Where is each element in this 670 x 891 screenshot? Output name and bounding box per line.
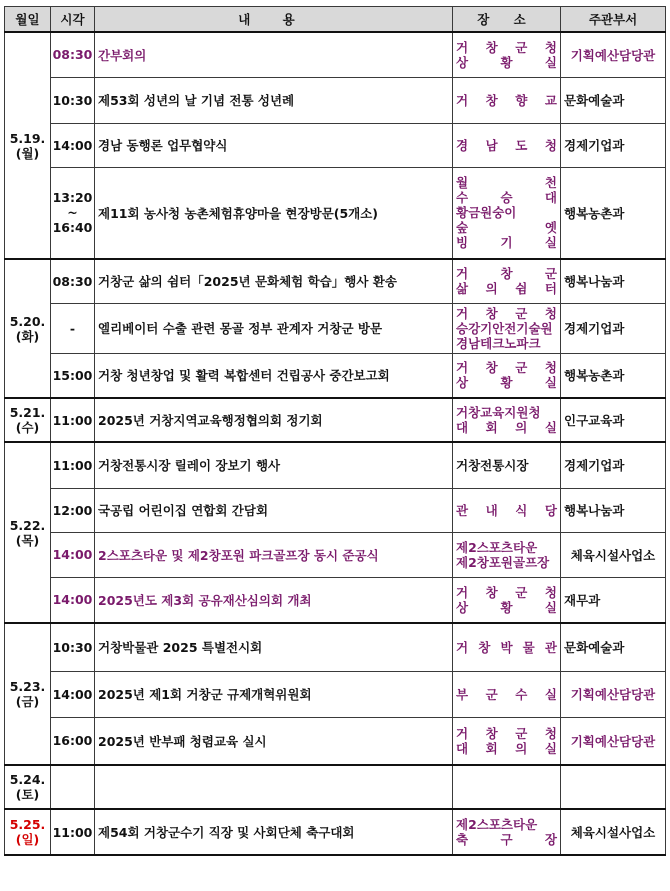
time-line: 16:00: [52, 733, 93, 749]
time-cell: [51, 123, 95, 167]
place-cell: [453, 809, 561, 855]
place-cell: [453, 353, 561, 398]
time-cell: [51, 671, 95, 717]
time-cell: [51, 398, 95, 442]
time-cell: [51, 488, 95, 532]
place-line: 상 황 실: [456, 599, 557, 615]
place-line: 빙 기 실: [456, 235, 557, 251]
place-line: 삶 의 쉼 터: [456, 281, 557, 297]
event-cell: 엘리베이터 수출 관련 몽골 정부 관계자 거창군 방문: [95, 303, 453, 353]
day-label: [5, 809, 51, 855]
day-label: [5, 442, 51, 623]
schedule-row: [5, 123, 666, 167]
day-label-line: 5.23.: [9, 679, 46, 694]
place-cell: [453, 123, 561, 167]
time-cell: [51, 532, 95, 577]
dept-cell: 체육시설사업소: [561, 809, 666, 855]
time-line: 14:00: [52, 686, 93, 702]
schedule-row: [5, 577, 666, 623]
event-cell: 거창 청년창업 및 활력 복합센터 건립공사 중간보고회: [95, 353, 453, 398]
day-label-line: 5.21.: [9, 405, 46, 420]
dept-cell: 체육시설사업소: [561, 532, 666, 577]
place-line: 제2스포츠타운: [456, 817, 538, 832]
day-label-line: (수): [15, 420, 40, 435]
time-line: 08:30: [52, 273, 93, 289]
schedule-row: [5, 765, 666, 809]
header-time: 시각: [51, 7, 95, 33]
place-line: 대 회 의 실: [456, 740, 557, 756]
place-line: 거 창 군 청: [456, 725, 557, 741]
dept-cell: 경제기업과: [561, 123, 666, 167]
place-cell: [453, 442, 561, 488]
dept-cell: 경제기업과: [561, 303, 666, 353]
schedule-row: [5, 32, 666, 77]
place-line: 부 군 수 실: [456, 686, 557, 702]
schedule-row: [5, 353, 666, 398]
event-cell: 2025년도 제3회 공유재산심의회 개최: [95, 577, 453, 623]
time-line: 10:30: [52, 639, 93, 655]
header-row: [5, 7, 666, 33]
place-line: 제2스포츠타운: [456, 539, 538, 555]
time-cell: [51, 442, 95, 488]
day-label-line: 5.20.: [9, 313, 46, 329]
place-line: 상 황 실: [456, 54, 557, 70]
event-cell: 거창군 삶의 쉼터「2025년 문화체험 학습」행사 환송: [95, 259, 453, 303]
time-cell: [51, 353, 95, 398]
dept-cell: 경제기업과: [561, 442, 666, 488]
time-cell: [51, 32, 95, 77]
schedule-row: [5, 532, 666, 577]
time-cell: [51, 717, 95, 765]
event-cell: 제54회 거창군수기 직장 및 사회단체 축구대회: [95, 809, 453, 855]
time-line: ~: [67, 205, 78, 221]
time-line: 14:00: [52, 137, 93, 153]
dept-cell: 행복농촌과: [561, 167, 666, 259]
place-line: 상 황 실: [456, 375, 557, 391]
header-content: 내 용: [95, 7, 453, 33]
place-cell: [453, 259, 561, 303]
time-line: 14:00: [52, 547, 93, 562]
schedule-row: [5, 717, 666, 765]
place-line: 경남테크노파크: [456, 335, 541, 351]
place-line: 거 창 군 청: [456, 39, 557, 55]
empty-cell: [95, 765, 453, 809]
dept-cell: 문화예술과: [561, 77, 666, 123]
event-cell: 국공립 어린이집 연합회 간담회: [95, 488, 453, 532]
schedule-row: [5, 398, 666, 442]
day-label-line: 5.25.: [9, 817, 46, 832]
event-cell: 제11회 농사청 농촌체험휴양마을 현장방문(5개소): [95, 167, 453, 259]
dept-cell: 행복나눔과: [561, 488, 666, 532]
dept-cell: 행복나눔과: [561, 259, 666, 303]
day-label: [5, 765, 51, 809]
place-cell: [453, 398, 561, 442]
dept-cell: 문화예술과: [561, 623, 666, 671]
day-label-line: 5.22.: [9, 517, 46, 533]
schedule-row: [5, 809, 666, 855]
place-line: 황금원숭이: [456, 205, 517, 221]
dept-cell: 재무과: [561, 577, 666, 623]
place-cell: [453, 77, 561, 123]
day-label-line: (월): [15, 145, 40, 161]
schedule-row: [5, 671, 666, 717]
place-cell: [453, 303, 561, 353]
place-line: 거 창 군: [456, 266, 557, 282]
dept-cell: 인구교육과: [561, 398, 666, 442]
schedule-row: [5, 259, 666, 303]
place-line: 월 천: [456, 175, 557, 191]
time-line: 13:20: [52, 190, 93, 206]
time-line: 16:40: [52, 220, 93, 236]
place-cell: [453, 577, 561, 623]
day-label: [5, 398, 51, 442]
time-cell: [51, 167, 95, 259]
day-label: [5, 32, 51, 259]
event-cell: 제53회 성년의 날 기념 전통 성년례: [95, 77, 453, 123]
day-label-line: (일): [15, 832, 40, 847]
place-cell: [453, 167, 561, 259]
day-label: [5, 623, 51, 765]
place-line: 제2창포원골프장: [456, 554, 550, 570]
place-line: 거창교육지원청: [456, 405, 541, 420]
time-line: 14:00: [52, 592, 93, 608]
empty-cell: [51, 765, 95, 809]
place-line: 거 창 향 교: [456, 92, 557, 108]
time-line: -: [69, 320, 76, 336]
time-line: 11:00: [52, 457, 93, 473]
place-line: 거 창 박 물 관: [456, 639, 557, 655]
event-cell: 거창박물관 2025 특별전시회: [95, 623, 453, 671]
dept-cell: 기획예산담당관: [561, 717, 666, 765]
place-line: 대 회 의 실: [456, 420, 557, 435]
event-cell: 간부회의: [95, 32, 453, 77]
empty-cell: [453, 765, 561, 809]
place-line: 거창전통시장: [456, 457, 529, 473]
event-cell: 2스포츠타운 및 제2창포원 파크골프장 동시 준공식: [95, 532, 453, 577]
place-line: 경 남 도 청: [456, 137, 557, 153]
schedule-row: [5, 77, 666, 123]
time-line: 12:00: [52, 502, 93, 518]
place-cell: [453, 488, 561, 532]
header-dept: 주관부서: [561, 7, 666, 33]
place-cell: [453, 623, 561, 671]
time-line: 10:30: [52, 92, 93, 108]
header-place: 장 소: [453, 7, 561, 33]
place-line: 관 내 식 당: [456, 502, 557, 518]
day-label-line: 5.19.: [9, 130, 46, 146]
time-line: 15:00: [52, 367, 93, 383]
day-label-line: (화): [15, 328, 40, 344]
place-cell: [453, 32, 561, 77]
place-line: 거 창 군 청: [456, 584, 557, 600]
empty-cell: [561, 765, 666, 809]
place-line: 수 승 대: [456, 190, 557, 206]
day-label-line: 5.24.: [9, 772, 46, 787]
place-cell: [453, 671, 561, 717]
schedule-row: [5, 623, 666, 671]
place-line: 숲 옛: [456, 220, 557, 236]
place-line: 축 구 장: [456, 832, 557, 847]
event-cell: 경남 동행론 업무협약식: [95, 123, 453, 167]
schedule-row: [5, 442, 666, 488]
place-cell: [453, 717, 561, 765]
time-cell: [51, 77, 95, 123]
schedule-row: [5, 488, 666, 532]
time-cell: [51, 809, 95, 855]
place-cell: [453, 532, 561, 577]
time-line: 11:00: [52, 412, 93, 428]
cropped-top-text: [420, 0, 670, 5]
dept-cell: 기획예산담당관: [561, 671, 666, 717]
place-line: 거 창 군 청: [456, 305, 557, 321]
time-cell: [51, 577, 95, 623]
day-label-line: (토): [15, 787, 40, 802]
dept-cell: 행복농촌과: [561, 353, 666, 398]
place-line: 거 창 군 청: [456, 360, 557, 376]
day-label-line: (금): [15, 694, 40, 709]
day-label: [5, 259, 51, 398]
event-cell: 2025년 반부패 청렴교육 실시: [95, 717, 453, 765]
header-day: 월일: [5, 7, 51, 33]
schedule-row: [5, 303, 666, 353]
event-cell: 거창전통시장 릴레이 장보기 행사: [95, 442, 453, 488]
day-label-line: (목): [15, 532, 40, 548]
event-cell: 2025년 거창지역교육행정협의회 정기회: [95, 398, 453, 442]
time-cell: [51, 259, 95, 303]
time-line: 11:00: [52, 824, 93, 840]
time-cell: [51, 303, 95, 353]
place-line: 승강기안전기술원: [456, 320, 553, 336]
time-line: 08:30: [52, 47, 93, 63]
schedule-body: [5, 32, 666, 855]
schedule-row: [5, 167, 666, 259]
event-cell: 2025년 제1회 거창군 규제개혁위원회: [95, 671, 453, 717]
dept-cell: 기획예산담당관: [561, 32, 666, 77]
schedule-table: [4, 6, 666, 856]
time-cell: [51, 623, 95, 671]
